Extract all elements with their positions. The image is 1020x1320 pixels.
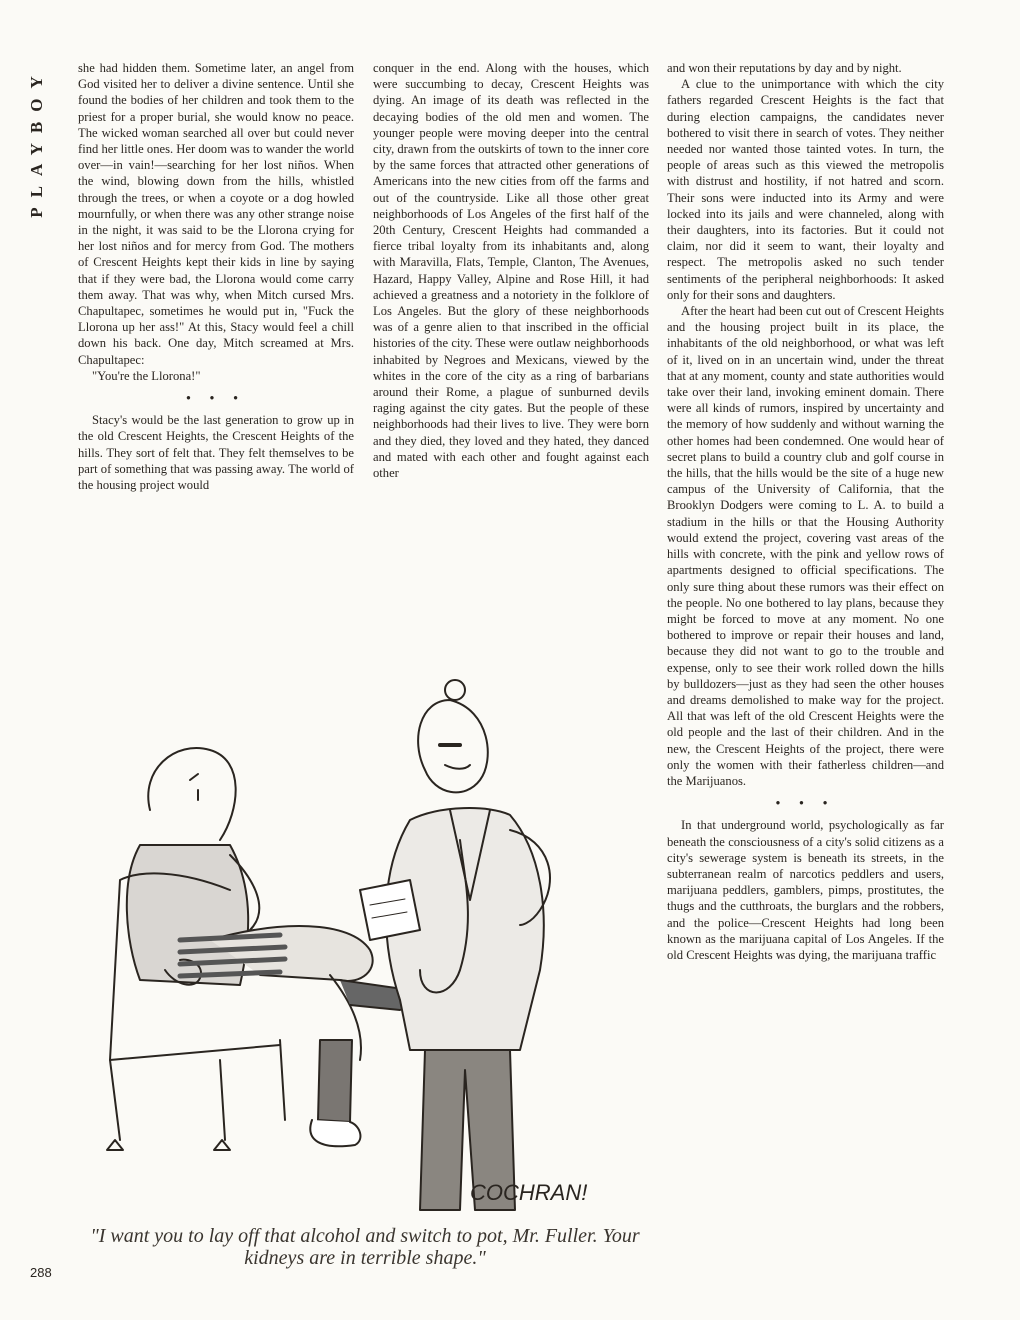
paragraph: she had hidden them. Sometime later, an angel from God visited her to deliver a divine sentence. Until she found the bodies of her children and took them to the priest for a proper burial, she would know no peace. The wicked woman searched all over but could never find her little ones. Her doom was to wander the world over—in vain!—searching for her lost niños. When the wind, blowing down from the hills, whistled through the trees, or when a coyote or a dog howled mournfully, or when there was any other strange noise in the night, it was said to be the Llorona crying for her lost niños and for mercy from God. The mothers of Crescent Heights kept their kids in line by saying that if they were bad, the Llorona would come carry them away. That was why, when Mitch cursed Mrs. Chapultapec, sometimes he would put in, "Fuck the Llorona up her ass!" At this, Stacy would feel a chill down his back. One day, Mitch screamed at Mrs. Chapultapec: — [78, 61, 354, 367]
text-column-1 — [78, 60, 354, 493]
magazine-name: PLAYBOY — [27, 66, 46, 218]
paragraph: and won their reputations by day and by night. — [667, 61, 902, 75]
section-divider: • • • — [186, 391, 246, 406]
paragraph: Stacy's would be the last generation to grow up in the old Crescent Heights, the Crescent Heights of the hills. They sort of felt that. They felt themselves to be part of something that was passing away. The world of the housing project would — [78, 413, 354, 493]
cartoon-drawing — [80, 640, 640, 1220]
paragraph: "You're the Llorona!" — [92, 368, 201, 383]
magazine-logo-vertical — [22, 62, 52, 222]
cartoonist-signature: COCHRAN! — [470, 1180, 588, 1205]
paragraph: conquer in the end. Along with the houses, which were succumbing to decay, Crescent Heights was dying. An image of its death was reflected in the decaying bodies of the old men and women. The younger people were moving deeper into the central city, drawn from the outskirts of town to the inner core by the same forces that attracted other generations of Americans into the new cities from off the farms and out of the countryside. Like all those other great neighborhoods of Los Angeles of the first half of the 20th Century, Crescent Heights had commanded a fierce tribal loyalty from its inhabitants and, along with Maravilla, Flats, Temple, Clanton, The Avenues, Hazard, Happy Valley, Alpine and Rose Hill, it had achieved a greatness and a notoriety in the folklore of Los Angeles. But the glory of these neighborhoods was of a genre alien to that inscribed in the official histories of the city. These were outlaw neighborhoods inhabited by Negroes and Mexicans, viewed by the whites in the core of the city as a ring of barbarians around their Rome, a plague of sunburned devils raging against the city gates. But the people of these neighborhoods had their lives to live. They were born and they died, they loved and they hated, they danced and mated with each other and fought against each other — [373, 61, 649, 481]
section-divider: • • • — [775, 796, 836, 811]
text-column-3 — [667, 60, 944, 963]
paragraph: In that underground world, psychologically as far beneath the consciousness of a city's solid citizens as a city's sewerage system is beneath its streets, in the subterranean realm of narcotics peddlers and users, marijuana peddlers, gamblers, pimps, prostitutes, the thugs and the cutthroats, the burglars and the robbers, and the police—Crescent Heights had long been known as the marijuana capital of Los Angeles. If the old Crescent Heights was dying, the marijuana traffic — [667, 818, 944, 962]
cartoon-caption: "I want you to lay off that alcohol and switch to pot, Mr. Fuller. Your kidneys are in terrible shape." — [90, 1225, 640, 1269]
paragraph: A clue to the unimportance with which the city fathers regarded Crescent Heights is the fact that during election campaigns, the candidates never bothered to visit there in search of votes. They neither needed nor wanted those tainted votes. In turn, the people of areas such as this viewed the metropolis with distrust and hostility, if not hatred and scorn. Their sons were inducted into its Army and were locked into its jails and were channeled, along with their daughters, into its factories. But it could not claim, nor did it seem to want, their loyalty and respect. The metropolis asked no such tender sentiments of the peripheral neighborhoods: It asked only for their sons and daughters. — [667, 77, 944, 302]
cartoon-illustration — [80, 640, 640, 1220]
page-number: 288 — [30, 1265, 52, 1280]
paragraph: After the heart had been cut out of Crescent Heights and the housing project built in its place, the inhabitants of the old neighborhood, or what was left of it, lived on in an uncertain wind, under the threat that at any moment, county and state authorities would take over their land, invoking eminent domain. There were all kinds of rumors, inspired by uncertainty and the memory of how suddenly and without warning the other homes had been condemned. One would hear of secret plans to build a country club and golf course in the hills, that the hills would be the site of a huge new campus of the University of California, that the Brooklyn Dodgers were coming to L. A. to build a stadium in the hills or that the Housing Authority would extend the project, covering vast areas of the hills with concrete, with the pink and yellow rows of apartments designed to official specifications. The only sure thing about these rumors was their effect on the people. No one bothered to lay plans, because they might be forced to move at any moment. No one bothered to improve or repair their houses and land, because they did not want to go to the trouble and expense, only to see their work rolled down the hills by bulldozers—just as they had seen the other houses and dreams demolished to make way for the project. All that was left of the old Crescent Heights were the old people and the last of their children. And in the new, the Crescent Heights of the project, there were only the women with their fatherless children—and the Marijuanos. — [667, 304, 944, 788]
text-column-2 — [373, 60, 649, 481]
